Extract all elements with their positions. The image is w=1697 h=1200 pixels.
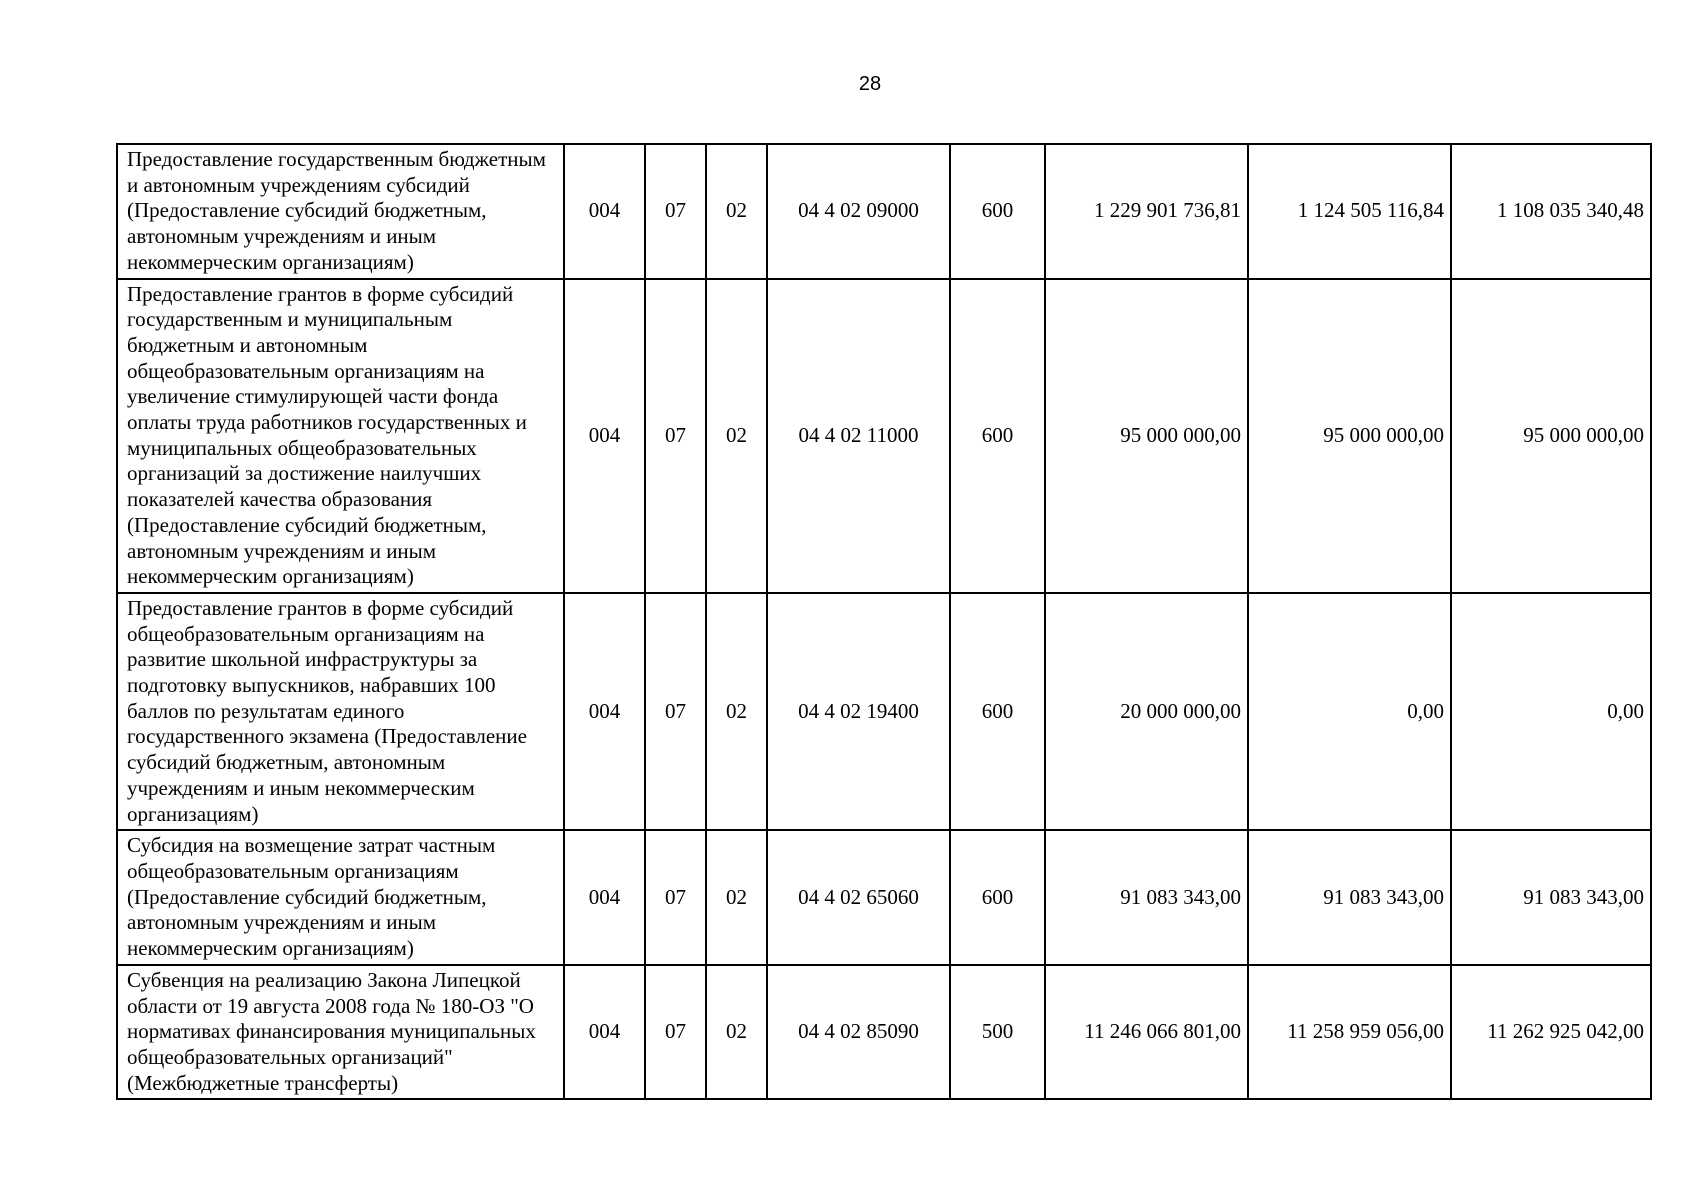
target-article-code: 04 4 02 85090 [767, 965, 950, 1100]
subsection-code: 02 [706, 593, 767, 830]
target-article-code: 04 4 02 09000 [767, 144, 950, 279]
row-description: Предоставление государственным бюджетным и автономным учреждениям субсидий (Предоставление субсидий бюджетным, автономным учреждениям и иным некоммерческим организациям) [117, 144, 564, 279]
table-row [117, 279, 1651, 593]
target-article-code: 04 4 02 65060 [767, 830, 950, 965]
subsection-code: 02 [706, 144, 767, 279]
ministry-code: 004 [564, 144, 645, 279]
amount-year-1: 1 229 901 736,81 [1045, 144, 1248, 279]
amount-year-1: 20 000 000,00 [1045, 593, 1248, 830]
amount-year-3: 91 083 343,00 [1451, 830, 1651, 965]
amount-year-3: 11 262 925 042,00 [1451, 965, 1651, 1100]
section-code: 07 [645, 830, 706, 965]
section-code: 07 [645, 593, 706, 830]
subsection-code: 02 [706, 830, 767, 965]
table-row [117, 144, 1651, 279]
expense-type-code: 500 [950, 965, 1045, 1100]
amount-year-1: 95 000 000,00 [1045, 279, 1248, 593]
row-description: Предоставление грантов в форме субсидий общеобразовательным организациям на развитие школьной инфраструктуры за подготовку выпускников, набравших 100 баллов по результатам единого государственного экзамена (Предоставление субсидий бюджетным, автономным учреждениям и иным некоммерческим организациям) [117, 593, 564, 830]
target-article-code: 04 4 02 11000 [767, 279, 950, 593]
row-description: Предоставление грантов в форме субсидий государственным и муниципальным бюджетным и автономным общеобразовательным организациям на увеличение стимулирующей части фонда оплаты труда работников государственных и муниципальных общеобразовательных организаций за достижение наилучших показателей качества образования (Предоставление субсидий бюджетным, автономным учреждениям и иным некоммерческим организациям) [117, 279, 564, 593]
expense-type-code: 600 [950, 279, 1045, 593]
amount-year-2: 91 083 343,00 [1248, 830, 1451, 965]
section-code: 07 [645, 144, 706, 279]
expense-type-code: 600 [950, 830, 1045, 965]
subsection-code: 02 [706, 965, 767, 1100]
amount-year-3: 1 108 035 340,48 [1451, 144, 1651, 279]
table-row [117, 830, 1651, 965]
amount-year-2: 1 124 505 116,84 [1248, 144, 1451, 279]
target-article-code: 04 4 02 19400 [767, 593, 950, 830]
row-description: Субвенция на реализацию Закона Липецкой области от 19 августа 2008 года № 180-ОЗ "О нормативах финансирования муниципальных общеобразовательных организаций" (Межбюджетные трансферты) [117, 965, 564, 1100]
row-description: Субсидия на возмещение затрат частным общеобразовательным организациям (Предоставление субсидий бюджетным, автономным учреждениям и иным некоммерческим организациям) [117, 830, 564, 965]
amount-year-2: 95 000 000,00 [1248, 279, 1451, 593]
amount-year-2: 0,00 [1248, 593, 1451, 830]
amount-year-1: 91 083 343,00 [1045, 830, 1248, 965]
table-row [117, 965, 1651, 1100]
ministry-code: 004 [564, 279, 645, 593]
amount-year-3: 95 000 000,00 [1451, 279, 1651, 593]
budget-table [116, 143, 1652, 1100]
subsection-code: 02 [706, 279, 767, 593]
section-code: 07 [645, 279, 706, 593]
ministry-code: 004 [564, 965, 645, 1100]
page-number: 28 [858, 73, 882, 95]
amount-year-2: 11 258 959 056,00 [1248, 965, 1451, 1100]
ministry-code: 004 [564, 830, 645, 965]
table-row [117, 593, 1651, 830]
ministry-code: 004 [564, 593, 645, 830]
expense-type-code: 600 [950, 593, 1045, 830]
section-code: 07 [645, 965, 706, 1100]
expense-type-code: 600 [950, 144, 1045, 279]
amount-year-1: 11 246 066 801,00 [1045, 965, 1248, 1100]
amount-year-3: 0,00 [1451, 593, 1651, 830]
